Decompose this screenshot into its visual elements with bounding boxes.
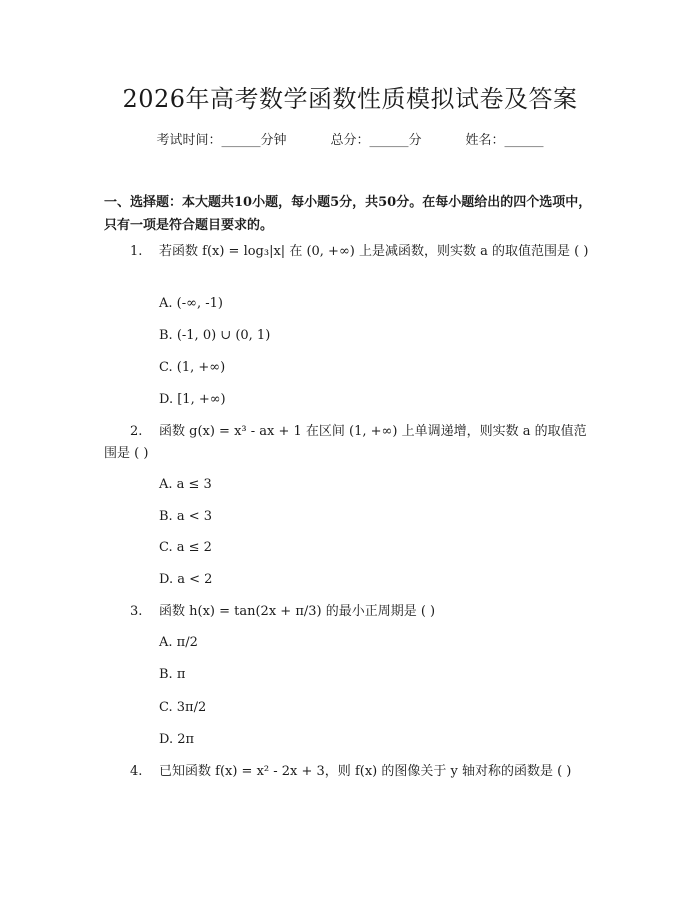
question-text: 函数 h(x) = tan(2x + π/3) 的最小正周期是 ( ) (159, 604, 436, 619)
question-1-option-d: D. [1, +∞) (159, 392, 226, 407)
question-1-option-c: C. (1, +∞) (159, 360, 226, 375)
question-2-option-c: C. a ≤ 2 (159, 540, 212, 555)
page-title: 2026年高考数学函数性质模拟试卷及答案 (122, 85, 578, 113)
student-name-field: 姓名：______ (465, 133, 544, 148)
question-number: 4. (130, 764, 143, 779)
question-2 (104, 421, 597, 465)
question-number: 3. (130, 604, 143, 619)
question-number: 2. (130, 424, 143, 439)
question-text: 已知函数 f(x) = x² - 2x + 3，则 f(x) 的图像关于 y 轴对称的函数是 ( ) (159, 764, 572, 779)
question-3 (104, 601, 597, 623)
question-1-option-a: A. (-∞, -1) (159, 296, 223, 311)
question-text: 函数 g(x) = x³ - ax + 1 在区间 (1, +∞) 上单调递增，则实数 a 的取值范围是 ( ) (104, 424, 587, 461)
question-3-option-d: D. 2π (159, 732, 195, 747)
question-2-option-a: A. a ≤ 3 (159, 477, 212, 492)
question-2-option-d: D. a < 2 (159, 572, 213, 587)
exam-time-field: 考试时间：______分钟 (156, 133, 287, 148)
question-3-option-a: A. π/2 (159, 635, 198, 650)
question-1 (104, 241, 597, 263)
question-2-option-b: B. a < 3 (159, 509, 212, 524)
question-number: 1. (130, 244, 143, 259)
question-4 (104, 761, 597, 783)
question-3-option-c: C. 3π/2 (159, 700, 207, 715)
question-3-option-b: B. π (159, 667, 186, 682)
exam-meta (0, 132, 700, 150)
section-heading: 一、选择题：本大题共10小题，每小题5分，共50分。在每小题给出的四个选项中，只有一项是符合题目要求的。 (104, 195, 592, 233)
question-1-option-b: B. (-1, 0) ∪ (0, 1) (159, 328, 271, 343)
total-score-field: 总分：______分 (330, 133, 422, 148)
question-text: 若函数 f(x) = log₃|x| 在 (0, +∞) 上是减函数，则实数 a 的取值范围是 ( ) (159, 244, 589, 259)
